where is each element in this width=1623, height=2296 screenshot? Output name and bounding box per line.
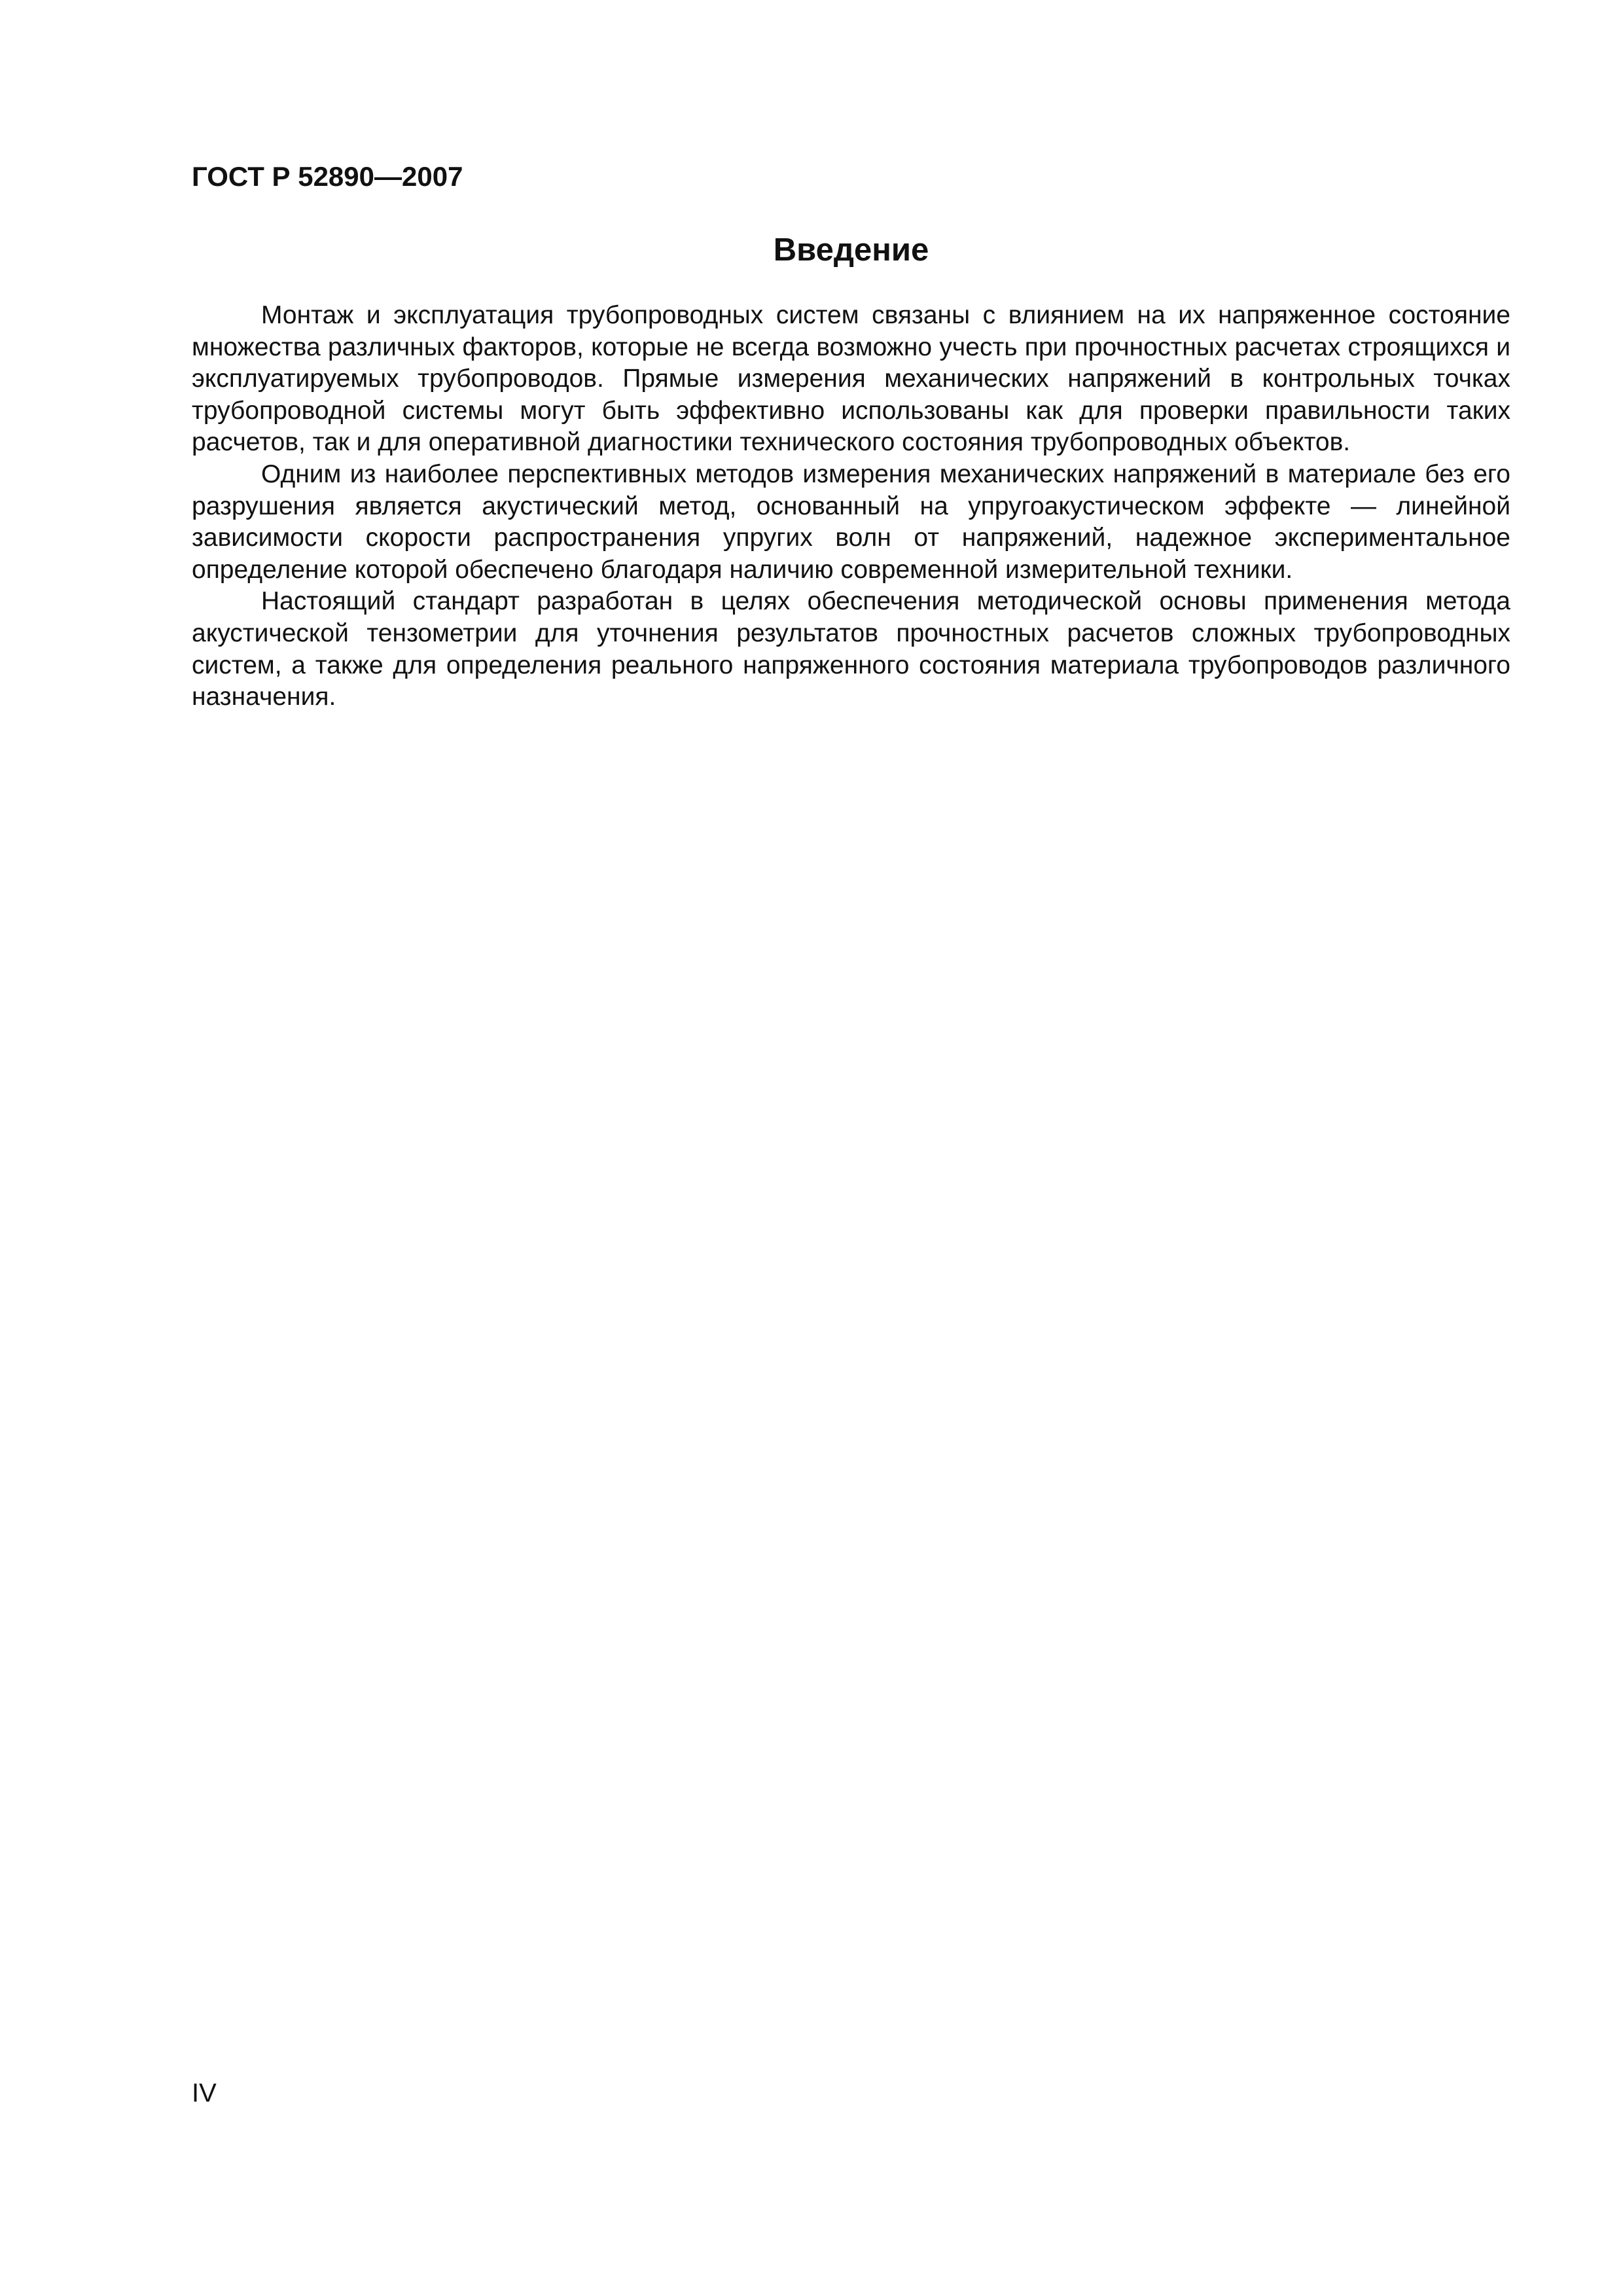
paragraph: Одним из наиболее перспективных методов измерения механических напряжений в материале без его разрушения является акустический метод, основанный на упругоакустическом эффекте — линейной зависимости скорости распространения упругих волн от напряжений, надежное экспериментальное определение которой обеспечено благодаря наличию современной измерительной техники. — [192, 459, 1510, 584]
section-title: Введение — [773, 232, 929, 268]
paragraph: Монтаж и эксплуатация трубопроводных систем связаны с влиянием на их напряженное состояние множества различных факторов, которые не всегда возможно учесть при прочностных расчетах строящихся и эксплуатируемых трубопроводов. Прямые измерения механических напряжений в контрольных точках трубопроводной системы могут быть эффективно использованы как для проверки правильности таких расчетов, так и для оперативной диагностики технического состояния трубопроводных объектов. — [192, 301, 1510, 457]
paragraph: Настоящий стандарт разработан в целях обеспечения методической основы применения метода акустической тензометрии для уточнения результатов прочностных расчетов сложных трубопроводных систем, а также для определения реального напряженного состояния материала трубопроводов различного назначения. — [192, 587, 1510, 711]
body-text — [192, 300, 1510, 713]
page-number: IV — [192, 2079, 217, 2108]
running-header: ГОСТ Р 52890—2007 — [192, 161, 463, 192]
